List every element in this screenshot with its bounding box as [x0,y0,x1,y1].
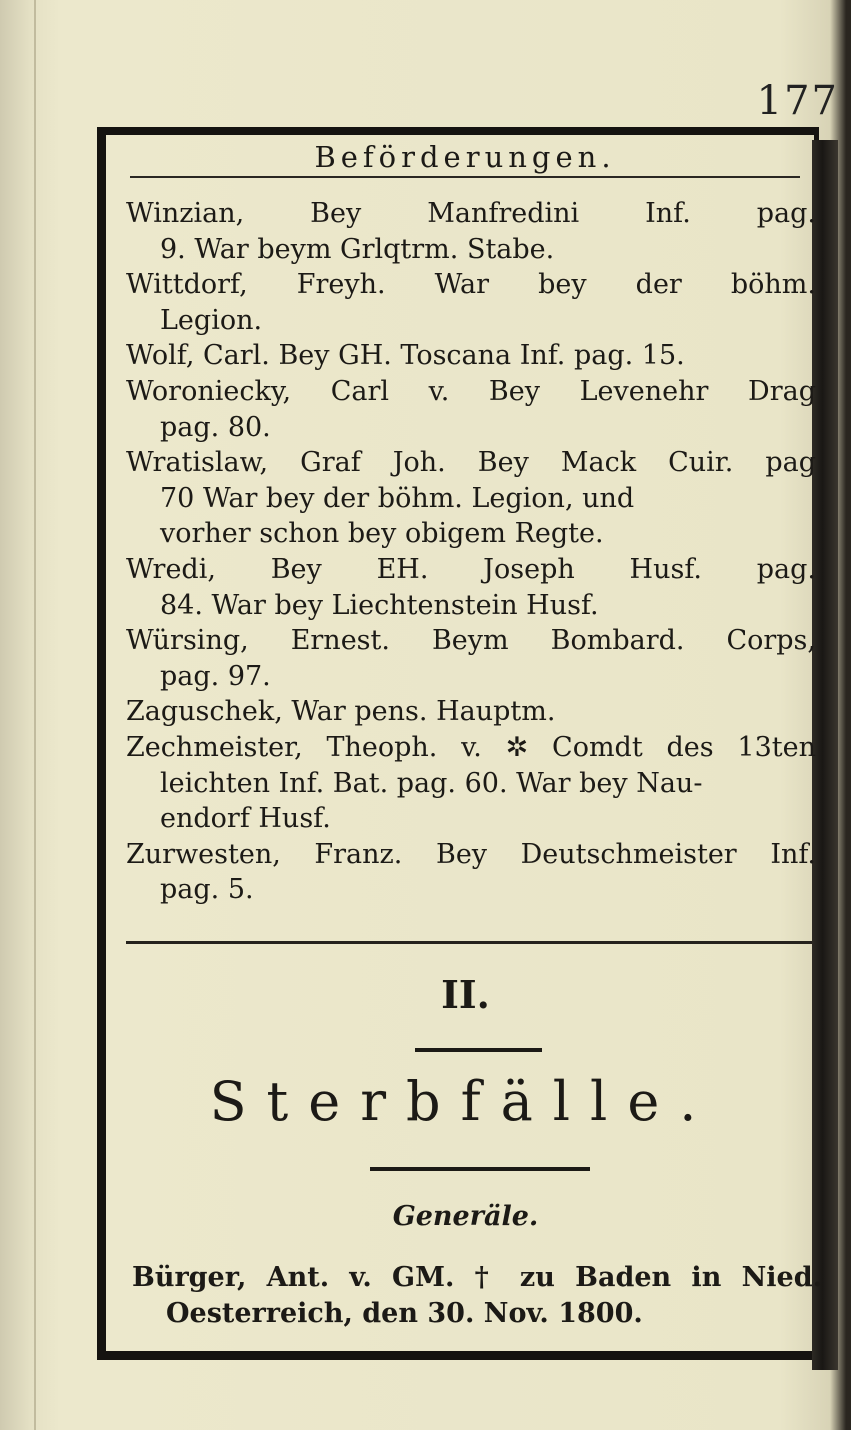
list-item [126,623,816,694]
page-number: 177 [756,78,839,124]
list-item [132,1260,822,1331]
list-item [126,196,816,267]
entry-line: Wredi, Bey EH. Joseph Husf. pag. [126,553,816,585]
entry-line: 9. War beym Grlqtrm. Stabe. [160,233,555,265]
list-item [126,338,816,374]
entry-line: Zurwesten, Franz. Bey Deutschmeister Inf. [126,838,816,870]
entry-line: vorher schon bey obigem Regte. [160,518,604,550]
entry-line: Oesterreich, den 30. Nov. 1800. [166,1297,643,1329]
list-item [126,552,816,623]
short-rule [415,1048,542,1052]
entry-line: 84. War bey Liechtenstein Husf. [160,589,599,621]
entry-line: Zaguschek, War pens. Hauptm. [126,696,556,728]
entry-line: Würsing, Ernest. Beym Bombard. Corps, [126,625,816,657]
subsection-heading: Generäle. [392,1201,539,1232]
list-item [126,374,816,445]
entry-line: Legion. [160,304,263,336]
section-heading: Beförderungen. [130,140,800,178]
list-item [126,445,816,552]
entry-line: Bürger, Ant. v. GM. † zu Baden in Nied. [132,1262,822,1293]
list-item [126,267,816,338]
entry-line: Wolf, Carl. Bey GH. Toscana Inf. pag. 15. [126,340,685,372]
section-number: II. [441,972,490,1017]
entry-line: Winzian, Bey Manfredini Inf. pag. [126,198,816,229]
list-item [126,694,816,730]
section-title: Sterbfälle. [209,1070,717,1133]
list-item [126,837,816,908]
entry-line: pag. 80. [160,411,271,443]
ornament-rule [370,1167,590,1171]
entry-line: Wratislaw, Graf Joh. Bey Mack Cuir. pag [126,447,816,479]
entry-line: Zechmeister, Theoph. v. ✲ Comdt des 13ten [126,731,816,763]
entry-line: pag. 5. [160,874,254,906]
entry-line: leichten Inf. Bat. pag. 60. War bey Nau- [160,767,703,799]
entry-line: endorf Husf. [160,803,331,835]
entry-line: Woroniecky, Carl v. Bey Levenehr Drag [126,375,816,407]
divider-rule [126,941,812,944]
bottom-entries-list [132,1260,822,1331]
entry-line: 70 War bey der böhm. Legion, und [160,482,635,514]
list-item [126,730,816,837]
entry-line: Wittdorf, Freyh. War bey der böhm. [126,269,816,301]
entries-list [126,196,816,908]
entry-line: pag. 97. [160,660,271,692]
